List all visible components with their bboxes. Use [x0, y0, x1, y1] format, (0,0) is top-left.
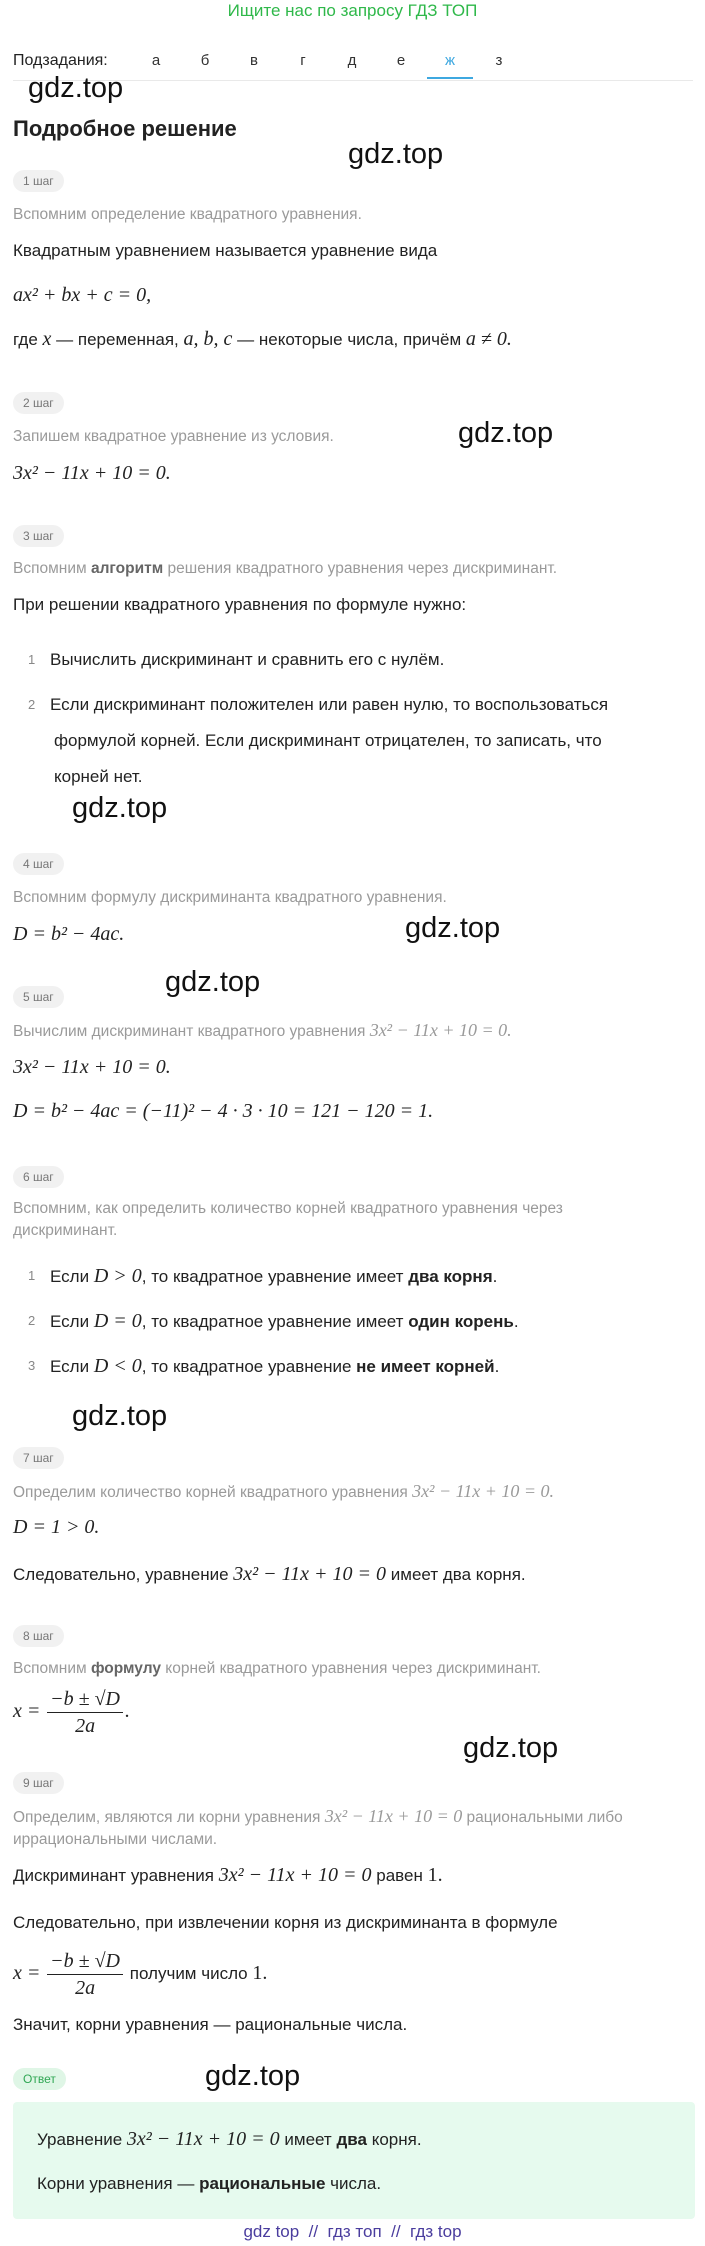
- step-text: где x — переменная, a, b, c — некоторые числа, причём a ≠ 0.: [13, 328, 512, 350]
- formula: x = $\frac{-b \pm √D}{2a}$ .: [13, 1688, 131, 1737]
- watermark: gdz.top: [348, 138, 444, 170]
- step-text: Следовательно, при извлечении корня из дискриминанта в формуле: [13, 1913, 558, 1932]
- step-hint: Вспомним формулу корней квадратного уравнения через дискриминант.: [13, 1660, 541, 1677]
- step-text: Дискриминант уравнения 3x² − 11x + 10 = 0 равен 1.: [13, 1864, 443, 1886]
- formula: x = $\frac{-b \pm √D}{2a}$ получим число 1.: [13, 1950, 268, 1999]
- step-hint: Вспомним алгоритм решения квадратного уравнения через дискриминант.: [13, 560, 558, 577]
- tab-v[interactable]: в: [250, 52, 258, 69]
- step-badge: 3 шаг: [13, 525, 64, 547]
- watermark: gdz.top: [458, 417, 554, 449]
- step-hint: Вспомним, как определить количество корней квадратного уравнения через дискриминант.: [13, 1200, 563, 1239]
- search-banner: Ищите нас по запросу ГДЗ ТОП: [227, 1, 478, 20]
- step-badge: 6 шаг: [13, 1166, 64, 1188]
- step-hint: Определим, являются ли корни уравнения 3x² − 11x + 10 = 0 рациональными либо иррациональными числами.: [13, 1806, 623, 1848]
- formula: D = b² − 4ac = (−11)² − 4 · 3 · 10 = 121 − 120 = 1.: [13, 1100, 434, 1122]
- step-text: Значит, корни уравнения — рациональные числа.: [13, 2015, 408, 2034]
- tab-b[interactable]: б: [200, 52, 210, 69]
- tab-g[interactable]: г: [300, 52, 306, 69]
- list-number: 2: [28, 1313, 36, 1328]
- tab-e[interactable]: е: [396, 52, 406, 69]
- step-badge: 5 шаг: [13, 986, 64, 1008]
- list-item: Если D < 0, то квадратное уравнение не имеет корней.: [50, 1355, 500, 1377]
- watermark: gdz.top: [72, 1400, 168, 1432]
- watermark: gdz.top: [165, 966, 261, 998]
- list-number: 2: [28, 697, 36, 712]
- watermark: gdz.top: [72, 792, 168, 824]
- formula: 3x² − 11x + 10 = 0.: [13, 1056, 171, 1078]
- step-badge: 9 шаг: [13, 1772, 64, 1794]
- step-badge: 4 шаг: [13, 853, 64, 875]
- list-number: 1: [28, 652, 36, 667]
- step-badge: 1 шаг: [13, 170, 64, 192]
- formula: 3x² − 11x + 10 = 0.: [13, 462, 171, 484]
- formula: D = 1 > 0.: [13, 1516, 100, 1538]
- list-item: Если D > 0, то квадратное уравнение имеет два корня.: [50, 1265, 498, 1287]
- watermark: gdz.top: [463, 1732, 559, 1764]
- formula: ax² + bx + c = 0,: [13, 284, 152, 306]
- answer-box: [13, 2102, 695, 2219]
- list-number: 3: [28, 1358, 36, 1373]
- step-text: Квадратным уравнением называется уравнение вида: [13, 241, 438, 260]
- answer-badge: Ответ: [13, 2068, 66, 2090]
- list-item: Если дискриминант положителен или равен нулю, то воспользоваться формулой корней. Если дискриминант отрицателен, то записать, что корней нет.: [50, 695, 609, 786]
- step-hint: Вычислим дискриминант квадратного уравнения 3x² − 11x + 10 = 0.: [13, 1020, 512, 1040]
- formula: D = b² − 4ac.: [13, 923, 125, 945]
- tab-d[interactable]: д: [347, 52, 357, 69]
- list-item: Вычислить дискриминант и сравнить его с нулём.: [50, 650, 445, 669]
- page-title: Подробное решение: [13, 116, 237, 141]
- step-badge: 2 шаг: [13, 392, 64, 414]
- step-badge: 7 шаг: [13, 1447, 64, 1469]
- step-text: Следовательно, уравнение 3x² − 11x + 10 = 0 имеет два корня.: [13, 1563, 526, 1585]
- step-hint: Определим количество корней квадратного уравнения 3x² − 11x + 10 = 0.: [13, 1481, 555, 1501]
- list-number: 1: [28, 1268, 36, 1283]
- tab-a[interactable]: а: [151, 52, 161, 69]
- step-hint: Вспомним определение квадратного уравнения.: [13, 206, 362, 223]
- tab-z[interactable]: з: [495, 52, 503, 69]
- subtasks-label: Подзадания:: [13, 52, 108, 69]
- step-badge: 8 шаг: [13, 1625, 64, 1647]
- answer-line: Уравнение 3x² − 11x + 10 = 0 имеет два корня.: [37, 2128, 422, 2150]
- step-hint: Вспомним формулу дискриминанта квадратного уравнения.: [13, 889, 447, 906]
- watermark: gdz.top: [405, 912, 501, 944]
- watermark: gdz.top: [205, 2060, 301, 2092]
- answer-line: Корни уравнения — рациональные числа.: [37, 2174, 382, 2193]
- list-item: Если D = 0, то квадратное уравнение имеет один корень.: [50, 1310, 519, 1332]
- step-text: При решении квадратного уравнения по формуле нужно:: [13, 595, 467, 614]
- footer-links[interactable]: gdz top // гдз топ // гдз top: [243, 2222, 462, 2241]
- step-hint: Запишем квадратное уравнение из условия.: [13, 428, 334, 445]
- tab-zh[interactable]: ж: [427, 49, 473, 79]
- watermark: gdz.top: [28, 72, 124, 104]
